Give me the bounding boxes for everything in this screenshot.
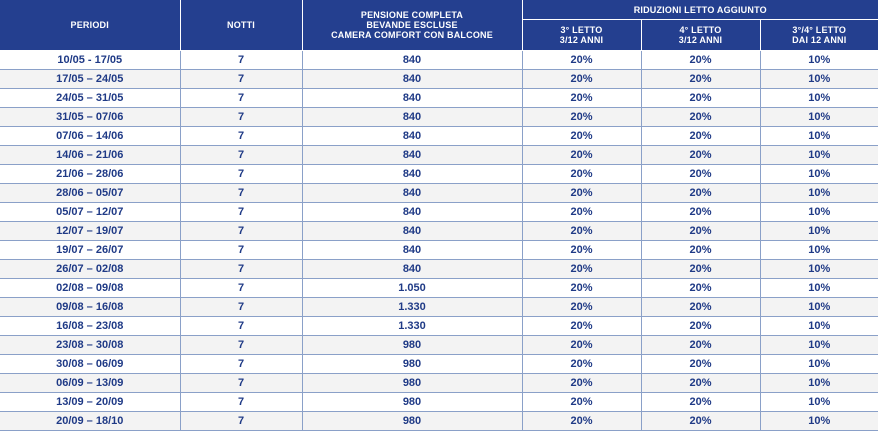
cell-riduzione-terzoquarto: 10% [760, 222, 878, 241]
header-notti: NOTTI [180, 0, 302, 51]
cell-prezzo: 840 [302, 127, 522, 146]
cell-riduzione-quarto: 20% [641, 355, 760, 374]
cell-riduzione-quarto: 20% [641, 222, 760, 241]
cell-periodo: 12/07 – 19/07 [0, 222, 180, 241]
cell-riduzione-terzoquarto: 10% [760, 374, 878, 393]
table-row [0, 317, 878, 336]
cell-notti: 7 [180, 70, 302, 89]
cell-prezzo: 840 [302, 108, 522, 127]
cell-riduzione-quarto: 20% [641, 203, 760, 222]
table-row [0, 393, 878, 412]
cell-prezzo: 1.050 [302, 279, 522, 298]
header-terzoquarto-line2: DAI 12 ANNI [792, 35, 847, 45]
table-row [0, 260, 878, 279]
table-row [0, 374, 878, 393]
table-row [0, 165, 878, 184]
cell-periodo: 23/08 – 30/08 [0, 336, 180, 355]
table-row [0, 89, 878, 108]
header-terzoquarto-line1: 3°/4° LETTO [792, 25, 847, 35]
cell-prezzo: 980 [302, 412, 522, 431]
cell-notti: 7 [180, 184, 302, 203]
header-riduzioni: RIDUZIONI LETTO AGGIUNTO [522, 0, 878, 20]
cell-notti: 7 [180, 260, 302, 279]
cell-riduzione-terzoquarto: 10% [760, 298, 878, 317]
cell-notti: 7 [180, 89, 302, 108]
cell-prezzo: 840 [302, 241, 522, 260]
cell-riduzione-quarto: 20% [641, 165, 760, 184]
table-row [0, 127, 878, 146]
header-terzo-line2: 3/12 ANNI [559, 35, 604, 45]
header-pensione-line2: BEVANDE ESCLUSE [366, 20, 458, 30]
cell-prezzo: 840 [302, 203, 522, 222]
cell-riduzione-terzoquarto: 10% [760, 70, 878, 89]
cell-periodo: 10/05 - 17/05 [0, 51, 180, 70]
table-row [0, 146, 878, 165]
cell-riduzione-quarto: 20% [641, 393, 760, 412]
cell-riduzione-terzoquarto: 10% [760, 165, 878, 184]
cell-riduzione-quarto: 20% [641, 279, 760, 298]
header-pensione-line1: PENSIONE COMPLETA [360, 10, 464, 20]
cell-riduzione-terzo: 20% [522, 89, 641, 108]
cell-riduzione-quarto: 20% [641, 241, 760, 260]
cell-riduzione-terzoquarto: 10% [760, 393, 878, 412]
table-row [0, 298, 878, 317]
cell-riduzione-quarto: 20% [641, 108, 760, 127]
cell-riduzione-terzo: 20% [522, 298, 641, 317]
table-body [0, 51, 878, 431]
table-row [0, 241, 878, 260]
header-terzo-line1: 3° LETTO [560, 25, 603, 35]
cell-notti: 7 [180, 222, 302, 241]
cell-riduzione-terzo: 20% [522, 336, 641, 355]
cell-prezzo: 840 [302, 260, 522, 279]
cell-riduzione-terzo: 20% [522, 70, 641, 89]
table-row [0, 355, 878, 374]
cell-prezzo: 980 [302, 393, 522, 412]
table-row [0, 108, 878, 127]
cell-riduzione-quarto: 20% [641, 260, 760, 279]
cell-riduzione-terzoquarto: 10% [760, 279, 878, 298]
header-quarto-line1: 4° LETTO [679, 25, 722, 35]
cell-riduzione-quarto: 20% [641, 146, 760, 165]
cell-periodo: 16/08 – 23/08 [0, 317, 180, 336]
cell-notti: 7 [180, 51, 302, 70]
cell-riduzione-terzo: 20% [522, 146, 641, 165]
cell-notti: 7 [180, 412, 302, 431]
cell-prezzo: 840 [302, 51, 522, 70]
cell-periodo: 09/08 – 16/08 [0, 298, 180, 317]
cell-riduzione-terzo: 20% [522, 260, 641, 279]
cell-riduzione-terzo: 20% [522, 222, 641, 241]
cell-riduzione-quarto: 20% [641, 70, 760, 89]
cell-periodo: 21/06 – 28/06 [0, 165, 180, 184]
cell-prezzo: 840 [302, 165, 522, 184]
cell-prezzo: 980 [302, 374, 522, 393]
cell-riduzione-terzoquarto: 10% [760, 89, 878, 108]
table-row [0, 222, 878, 241]
cell-prezzo: 1.330 [302, 317, 522, 336]
cell-prezzo: 840 [302, 146, 522, 165]
cell-periodo: 13/09 – 20/09 [0, 393, 180, 412]
cell-periodo: 28/06 – 05/07 [0, 184, 180, 203]
header-quarto-letto [641, 20, 760, 51]
cell-riduzione-terzo: 20% [522, 203, 641, 222]
cell-riduzione-terzoquarto: 10% [760, 355, 878, 374]
cell-notti: 7 [180, 374, 302, 393]
table-row [0, 279, 878, 298]
cell-riduzione-terzoquarto: 10% [760, 260, 878, 279]
cell-notti: 7 [180, 336, 302, 355]
table-row [0, 336, 878, 355]
header-quarto-line2: 3/12 ANNI [678, 35, 723, 45]
cell-notti: 7 [180, 165, 302, 184]
cell-prezzo: 980 [302, 336, 522, 355]
cell-riduzione-terzo: 20% [522, 317, 641, 336]
cell-riduzione-terzo: 20% [522, 165, 641, 184]
cell-notti: 7 [180, 279, 302, 298]
cell-riduzione-quarto: 20% [641, 317, 760, 336]
cell-riduzione-quarto: 20% [641, 298, 760, 317]
cell-riduzione-terzoquarto: 10% [760, 241, 878, 260]
cell-riduzione-quarto: 20% [641, 374, 760, 393]
cell-periodo: 14/06 – 21/06 [0, 146, 180, 165]
cell-riduzione-terzoquarto: 10% [760, 203, 878, 222]
cell-riduzione-terzo: 20% [522, 241, 641, 260]
cell-prezzo: 840 [302, 222, 522, 241]
cell-riduzione-terzoquarto: 10% [760, 412, 878, 431]
cell-riduzione-terzoquarto: 10% [760, 336, 878, 355]
cell-periodo: 20/09 – 18/10 [0, 412, 180, 431]
cell-riduzione-terzoquarto: 10% [760, 146, 878, 165]
cell-periodo: 06/09 – 13/09 [0, 374, 180, 393]
cell-riduzione-terzoquarto: 10% [760, 317, 878, 336]
cell-riduzione-quarto: 20% [641, 51, 760, 70]
cell-riduzione-terzoquarto: 10% [760, 184, 878, 203]
cell-riduzione-terzo: 20% [522, 393, 641, 412]
cell-notti: 7 [180, 146, 302, 165]
cell-riduzione-terzo: 20% [522, 374, 641, 393]
cell-riduzione-quarto: 20% [641, 412, 760, 431]
cell-riduzione-terzo: 20% [522, 108, 641, 127]
cell-riduzione-terzo: 20% [522, 279, 641, 298]
cell-periodo: 07/06 – 14/06 [0, 127, 180, 146]
cell-notti: 7 [180, 298, 302, 317]
cell-periodo: 17/05 – 24/05 [0, 70, 180, 89]
cell-periodo: 19/07 – 26/07 [0, 241, 180, 260]
cell-notti: 7 [180, 355, 302, 374]
cell-prezzo: 840 [302, 89, 522, 108]
cell-notti: 7 [180, 393, 302, 412]
cell-prezzo: 980 [302, 355, 522, 374]
cell-prezzo: 840 [302, 184, 522, 203]
header-periodi: PERIODI [0, 0, 180, 51]
table-row [0, 70, 878, 89]
header-terzoquarto-letto [760, 20, 878, 51]
header-terzo-letto [522, 20, 641, 51]
cell-prezzo: 1.330 [302, 298, 522, 317]
table-row [0, 184, 878, 203]
cell-riduzione-quarto: 20% [641, 127, 760, 146]
table-header [0, 0, 878, 51]
cell-riduzione-terzo: 20% [522, 127, 641, 146]
table-row [0, 51, 878, 70]
cell-riduzione-terzoquarto: 10% [760, 108, 878, 127]
cell-periodo: 24/05 – 31/05 [0, 89, 180, 108]
cell-riduzione-quarto: 20% [641, 184, 760, 203]
cell-periodo: 05/07 – 12/07 [0, 203, 180, 222]
cell-notti: 7 [180, 317, 302, 336]
header-pensione [302, 0, 522, 51]
cell-notti: 7 [180, 127, 302, 146]
cell-notti: 7 [180, 108, 302, 127]
cell-prezzo: 840 [302, 70, 522, 89]
cell-periodo: 31/05 – 07/06 [0, 108, 180, 127]
table-row [0, 412, 878, 431]
table-row [0, 203, 878, 222]
cell-notti: 7 [180, 203, 302, 222]
cell-riduzione-terzo: 20% [522, 51, 641, 70]
cell-riduzione-terzo: 20% [522, 355, 641, 374]
cell-notti: 7 [180, 241, 302, 260]
cell-riduzione-quarto: 20% [641, 336, 760, 355]
cell-riduzione-terzo: 20% [522, 412, 641, 431]
cell-riduzione-terzo: 20% [522, 184, 641, 203]
cell-riduzione-quarto: 20% [641, 89, 760, 108]
header-pensione-line3: CAMERA COMFORT CON BALCONE [331, 30, 493, 40]
cell-periodo: 26/07 – 02/08 [0, 260, 180, 279]
cell-periodo: 30/08 – 06/09 [0, 355, 180, 374]
cell-riduzione-terzoquarto: 10% [760, 51, 878, 70]
cell-periodo: 02/08 – 09/08 [0, 279, 180, 298]
cell-riduzione-terzoquarto: 10% [760, 127, 878, 146]
